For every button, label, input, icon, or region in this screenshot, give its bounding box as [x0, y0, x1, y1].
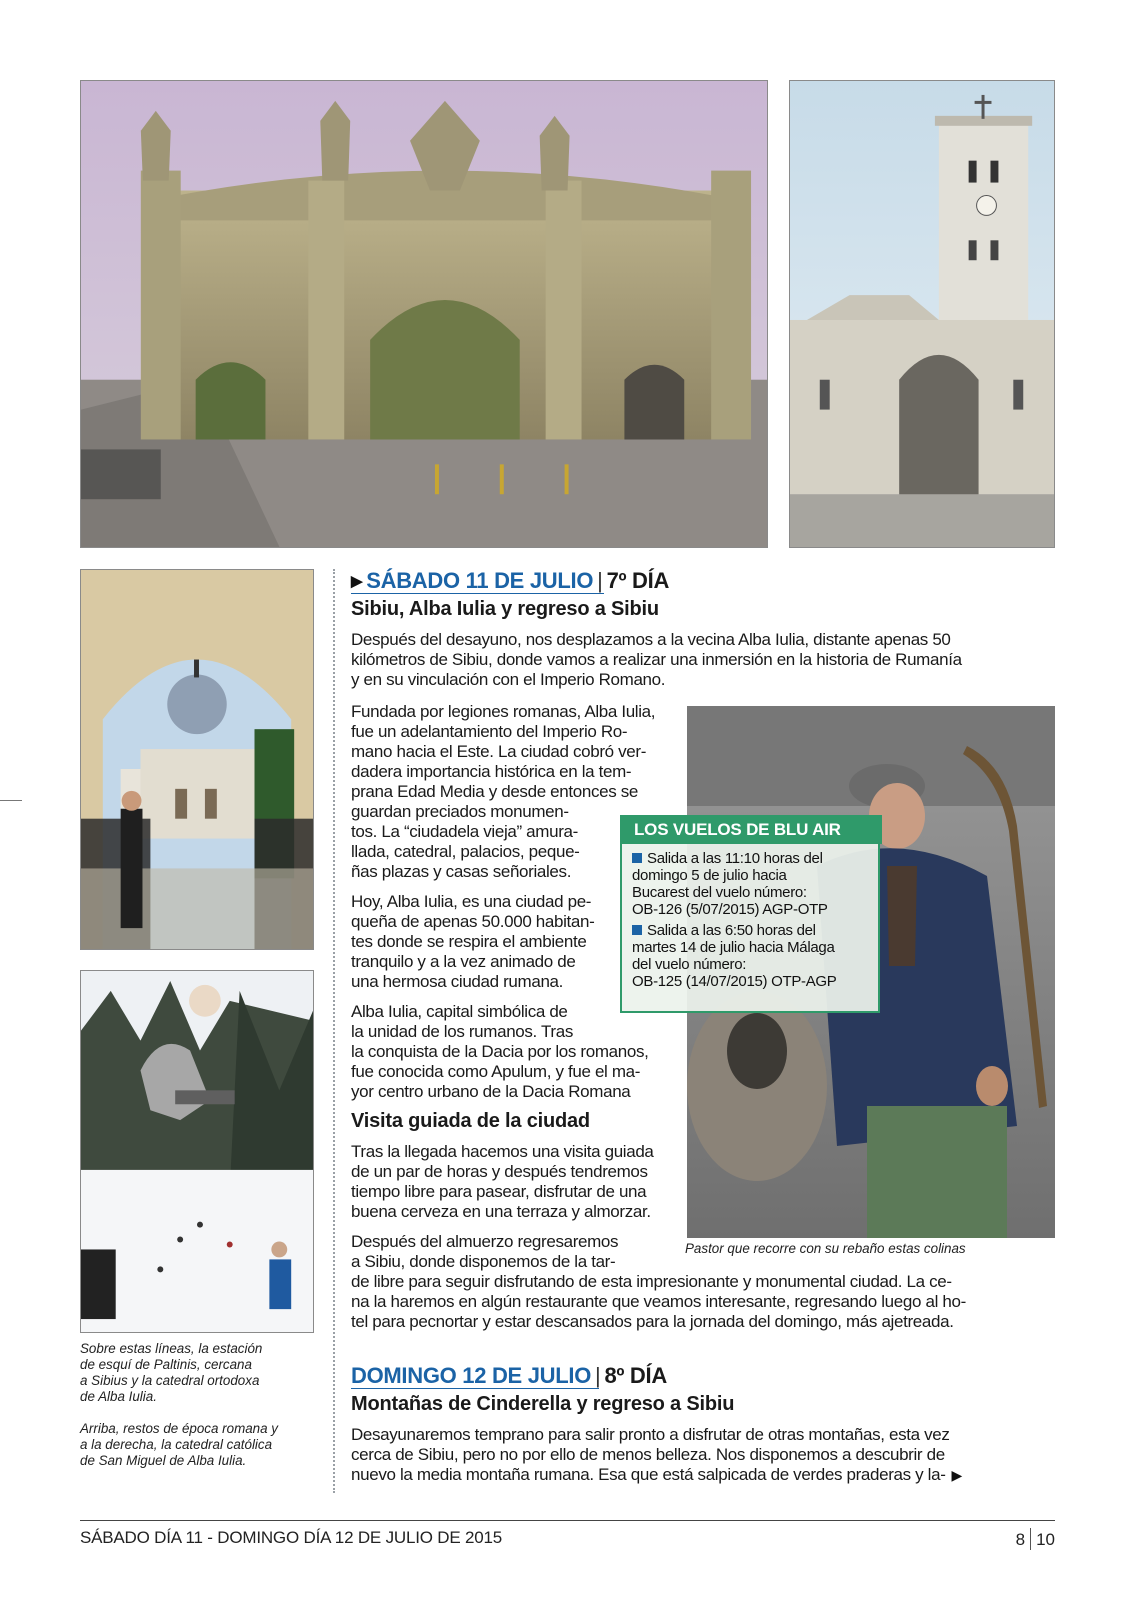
bullet-square-icon: [632, 853, 642, 863]
shepherd-caption: Pastor que recorre con su rebaño estas colinas: [685, 1241, 966, 1256]
bullet-square-icon: [632, 925, 642, 935]
margin-mark: [0, 800, 22, 801]
play-arrow-icon: ▶: [351, 573, 363, 590]
sunday-paragraph: Desayunaremos temprano para salir pronto a disfrutar de otras montañas, esta vez cerca de Sibiu, pero no por ello de menos belleza. Nos disponemos a descubrir de nuevo la media montaña rumana. Esa que está salpicada de verdes praderas y la- ▶: [351, 1425, 962, 1484]
continue-arrow-icon: ▶: [951, 1467, 962, 1483]
page-numbers: [1016, 1528, 1055, 1550]
section-title-sunday: Montañas de Cinderella y regreso a Sibiu: [351, 1393, 735, 1415]
intro-paragraph: Después del desayuno, nos desplazamos a la vecina Alba Iulia, distante apenas 50 kilómetros de Sibiu, donde vamos a realizar una inmersión en la historia de Rumanía y en su vinculación con el Imperio Romano.: [351, 630, 962, 689]
photo-catholic-cathedral: [789, 80, 1055, 548]
page-number-total: 10: [1036, 1530, 1055, 1549]
flights-box-body: Salida a las 11:10 horas del domingo 5 de julio hacia Bucarest del vuelo número: OB-126 (5/07/2015) AGP-OTP Salida a las 6:50 horas del martes 14 de julio hacia Málaga del vuelo número: OB-125 (14/07/2015) OTP-AGP: [632, 850, 837, 990]
subtitle-guided-visit: Visita guiada de la ciudad: [351, 1110, 590, 1132]
caption-gate-cathedral: Arriba, restos de época romana y a la derecha, la catedral católica de San Miguel de Alba Iulia.: [80, 1421, 278, 1468]
guided-visit-paragraph: Tras la llegada hacemos una visita guiada de un par de horas y después tendremos tiempo libre para pasear, disfrutar de una buena cerveza en una terraza y almorzar. Después del almuerzo regresaremos a Sibiu, donde disponemos de la tar- de libre para seguir disfrutando de esta impresionante y monumental ciudad. La ce- na la haremos en algún restaurante que veamos interesante, regresando luego al ho- tel para pecnortar y estar descansados para la jornada del domingo, más ajetreada.: [351, 1142, 966, 1331]
column-divider: [333, 569, 335, 1493]
page-number-current: 8: [1015, 1530, 1026, 1549]
footer-date: SÁBADO DÍA 11 - DOMINGO DÍA 12 DE JULIO DE 2015: [80, 1528, 503, 1547]
photo-captions: [80, 1341, 320, 1469]
day-heading-saturday: ▶ SÁBADO 11 DE JULIO | 7º DÍA: [351, 568, 670, 593]
photo-ski-station: [80, 970, 314, 1333]
footer-rule: [80, 1520, 1055, 1521]
section-title-saturday: Sibiu, Alba Iulia y regreso a Sibiu: [351, 598, 659, 620]
photo-roman-gate: [80, 80, 768, 548]
day-heading-underline: [351, 593, 604, 594]
flight-outbound: Salida a las 11:10 horas del: [632, 850, 837, 867]
sunday-last-line: nuevo la media montaña rumana. Esa que está salpicada de verdes praderas y la- ▶: [351, 1465, 962, 1484]
photo-orthodox-cathedral: [80, 569, 314, 950]
flight-return: Salida a las 6:50 horas del: [632, 922, 837, 939]
body-column-narrow: Fundada por legiones romanas, Alba Iulia, fue un adelantamiento del Imperio Ro- mano hacia el Este. La ciudad cobró ver- dadera importancia histórica en la tem- prana Edad Media y desde entonces se guardan preciados monumen- tos. La “ciudadela vieja” amura- llada, catedral, palacios, peque- ñas plazas y casas señoriales. Hoy, Alba Iulia, es una ciudad pe- queña de apenas 50.000 habitan- tes donde se respira el ambiente tranquilo y a la vez animado de una hermosa ciudad rumana. Alba Iulia, capital simbólica de la unidad de los rumanos. Tras la conquista de la Dacia por los romanos, fue conocida como Apulum, y fue el ma- yor centro urbano de la Dacia Romana: [351, 702, 656, 1101]
caption-ski-orthodox: Sobre estas líneas, la estación de esquí de Paltinis, cercana a Sibius y la catedral ortodoxa de Alba Iulia.: [80, 1341, 263, 1404]
flights-box-title: LOS VUELOS DE BLU AIR: [620, 815, 882, 844]
flights-box: [620, 815, 880, 1013]
day-heading-underline: [351, 1388, 599, 1389]
day-heading-sunday: DOMINGO 12 DE JULIO | 8º DÍA: [351, 1363, 667, 1388]
